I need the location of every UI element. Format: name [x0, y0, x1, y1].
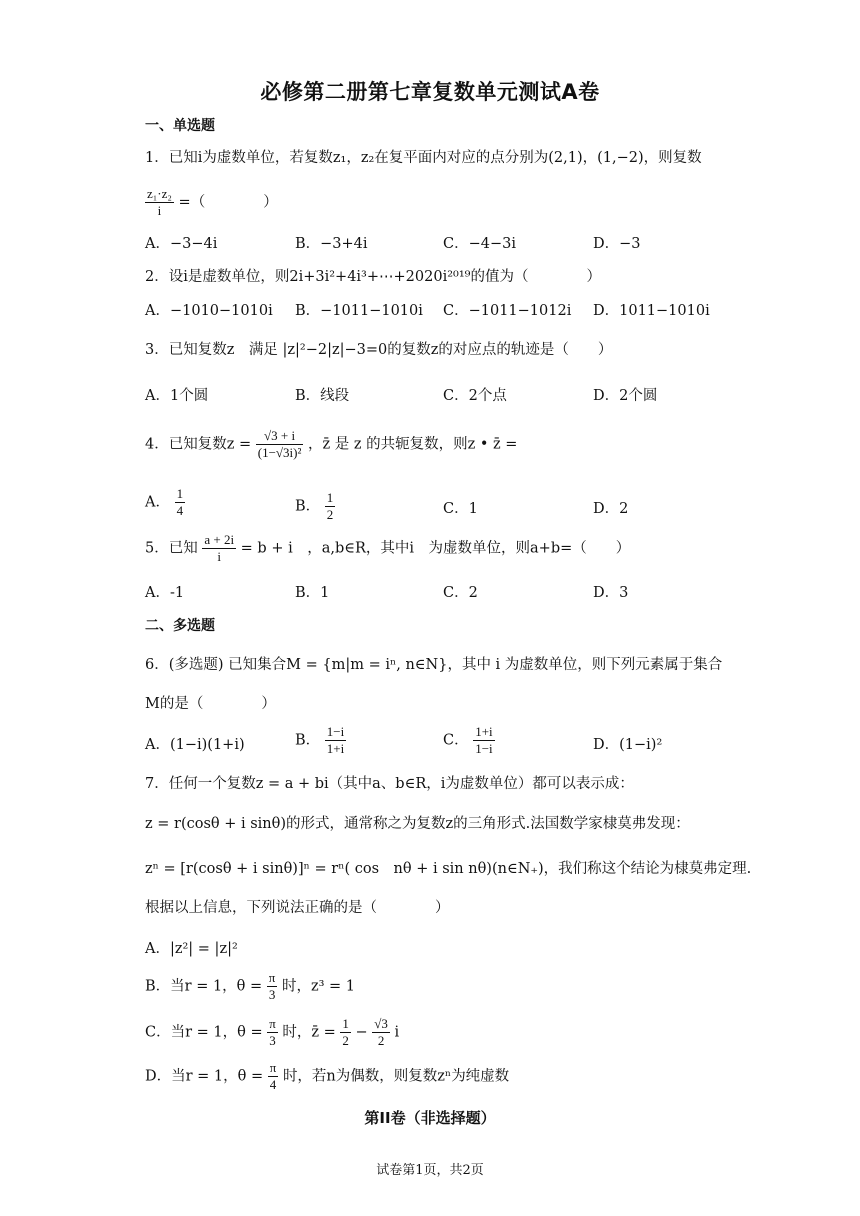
question-4-option-b — [295, 490, 335, 523]
option-text: 时，z³ = 1 — [281, 978, 356, 995]
option-text: i — [394, 1024, 400, 1041]
question-6-option-b — [295, 724, 346, 757]
fraction-numerator: π — [268, 970, 276, 985]
question-2-option-c: C．−1011−1012i — [443, 303, 572, 319]
fraction-numerator: a + 2i — [204, 532, 235, 547]
fraction-denominator: (1−√3i)² — [257, 445, 302, 460]
question-6-option-d: D．(1−i)² — [593, 737, 663, 753]
fraction-denominator: 1−i — [475, 741, 493, 756]
page-title: 必修第二册第七章复数单元测试A卷 — [260, 80, 600, 104]
question-2-option-a: A．−1010−1010i — [145, 303, 273, 319]
part-2-heading: 第II卷（非选择题） — [364, 1109, 496, 1127]
question-4-post: ，z̄ 是 z 的共轭复数，则z • z̄ = — [307, 436, 518, 453]
question-4-fraction — [256, 428, 304, 461]
question-7-option-d — [145, 1060, 509, 1093]
fraction-denominator: 2 — [326, 507, 334, 522]
question-4-stem — [145, 428, 517, 461]
question-5-option-c: C．2 — [443, 585, 478, 601]
question-3-stem: 3．已知复数z 满足 |z|²−2|z|−3=0的复数z的对应点的轨迹是（ ） — [145, 342, 613, 358]
question-7-stem-line2: z = r(cosθ + i sinθ)的形式，通常称之为复数z的三角形式.法国数学家棣莫弗发现： — [145, 816, 690, 832]
fraction-numerator: 1 — [326, 490, 334, 505]
question-4-option-d: D．2 — [593, 501, 629, 517]
question-1-fraction — [145, 186, 174, 219]
fraction-denominator: 2 — [342, 1033, 349, 1048]
page-footer: 试卷第1页，共2页 — [376, 1163, 484, 1178]
fraction-denominator: i — [202, 548, 236, 565]
question-7-stem-line4: 根据以上信息，下列说法正确的是（ ） — [145, 900, 450, 916]
fraction-denominator: 1+i — [326, 741, 345, 756]
question-1-option-d: D．−3 — [593, 236, 641, 252]
option-fraction — [267, 970, 278, 1003]
question-7-option-a: A．|z²| = |z|² — [145, 941, 238, 957]
fraction-numerator: 1−i — [326, 724, 345, 739]
fraction-numerator: √3 + i — [264, 428, 296, 443]
fraction-denominator: i — [145, 202, 174, 219]
fraction-denominator: 3 — [267, 986, 278, 1003]
fraction-denominator: 4 — [268, 1076, 279, 1093]
question-7-option-b — [145, 970, 355, 1003]
question-5-stem — [145, 532, 630, 565]
option-text: 时，若n为偶数，则复数zⁿ为纯虚数 — [282, 1068, 510, 1085]
option-label: B． — [295, 498, 321, 515]
option-fraction — [267, 1016, 278, 1049]
question-1-option-a: A．−3−4i — [145, 236, 218, 252]
question-6-stem: 6．(多选题) 已知集合M = {m|m = iⁿ, n∈N}，其中 i 为虚数单位，则下列元素属于集合 — [145, 657, 723, 673]
option-label: B． — [295, 732, 321, 749]
question-3-option-d: D．2个圆 — [593, 388, 658, 404]
option-fraction — [325, 724, 346, 757]
fraction-denominator: 3 — [267, 1032, 278, 1049]
fraction-denominator: 4 — [176, 503, 184, 518]
option-text: B．当r = 1，θ = — [145, 978, 263, 995]
option-label: A． — [145, 494, 170, 511]
question-1-expression — [145, 186, 278, 219]
question-1-option-c: C．−4−3i — [443, 236, 516, 252]
question-5-fraction — [202, 532, 236, 565]
question-5-pre: 5．已知 — [145, 540, 198, 557]
question-4-pre: 4．已知复数z = — [145, 436, 252, 453]
option-fraction — [175, 486, 186, 519]
fraction-numerator: z₁·z₂ — [147, 186, 172, 201]
question-6-option-a: A．(1−i)(1+i) — [145, 737, 245, 753]
fraction-numerator: π — [269, 1016, 276, 1031]
question-1-option-b: B．−3+4i — [295, 236, 368, 252]
option-text: C．当r = 1，θ = — [145, 1024, 263, 1041]
question-2-option-b: B．−1011−1010i — [295, 303, 423, 319]
fraction-denominator: 2 — [372, 1032, 390, 1049]
question-2-option-d: D．1011−1010i — [593, 303, 710, 319]
question-5-option-d: D．3 — [593, 585, 629, 601]
section-heading-single-choice: 一、单选题 — [145, 118, 215, 134]
question-4-option-a — [145, 486, 185, 519]
question-5-option-a: A．-1 — [145, 585, 185, 601]
question-1-tail: =（ ） — [178, 194, 278, 211]
question-7-stem: 7．任何一个复数z = a + bi（其中a、b∈R，i为虚数单位）都可以表示成： — [145, 776, 634, 792]
question-7-stem-line3: zⁿ = [r(cosθ + i sinθ)]ⁿ = rⁿ( cos nθ + i sin nθ)(n∈N₊)，我们称这个结论为棣莫弗定理. — [145, 861, 752, 877]
option-text: D．当r = 1，θ = — [145, 1068, 264, 1085]
question-2-stem: 2．设i是虚数单位，则2i+3i²+4i³+⋯+2020i²⁰¹⁹的值为（ ） — [145, 269, 601, 285]
question-1-stem: 1．已知i为虚数单位，若复数z₁，z₂在复平面内对应的点分别为(2,1)，(1,−2)，则复数 — [145, 150, 702, 166]
option-fraction — [325, 490, 336, 523]
fraction-numerator: π — [269, 1060, 277, 1075]
option-text: 时，z̄ = — [282, 1024, 336, 1041]
question-5-post: = b + i ，a,b∈R，其中i 为虚数单位，则a+b=（ ） — [240, 540, 631, 557]
option-fraction — [268, 1060, 279, 1093]
question-6-stem-continued: M的是（ ） — [145, 696, 276, 712]
question-5-option-b: B．1 — [295, 585, 330, 601]
fraction-numerator: 1 — [342, 1016, 349, 1031]
fraction-numerator: 1 — [176, 486, 184, 501]
question-3-option-c: C．2个点 — [443, 388, 507, 404]
question-3-option-a: A．1个圆 — [145, 388, 209, 404]
question-3-option-b: B．线段 — [295, 388, 350, 404]
option-fraction — [372, 1016, 390, 1049]
question-4-option-c: C．1 — [443, 501, 478, 517]
option-label: C． — [443, 732, 469, 749]
fraction-numerator: √3 — [374, 1016, 388, 1031]
option-fraction — [340, 1016, 351, 1049]
question-6-option-c — [443, 724, 495, 757]
option-fraction — [473, 724, 494, 757]
section-heading-multiple-choice: 二、多选题 — [145, 618, 215, 634]
question-7-option-c — [145, 1016, 399, 1049]
option-text: − — [355, 1024, 368, 1041]
fraction-numerator: 1+i — [475, 724, 493, 739]
